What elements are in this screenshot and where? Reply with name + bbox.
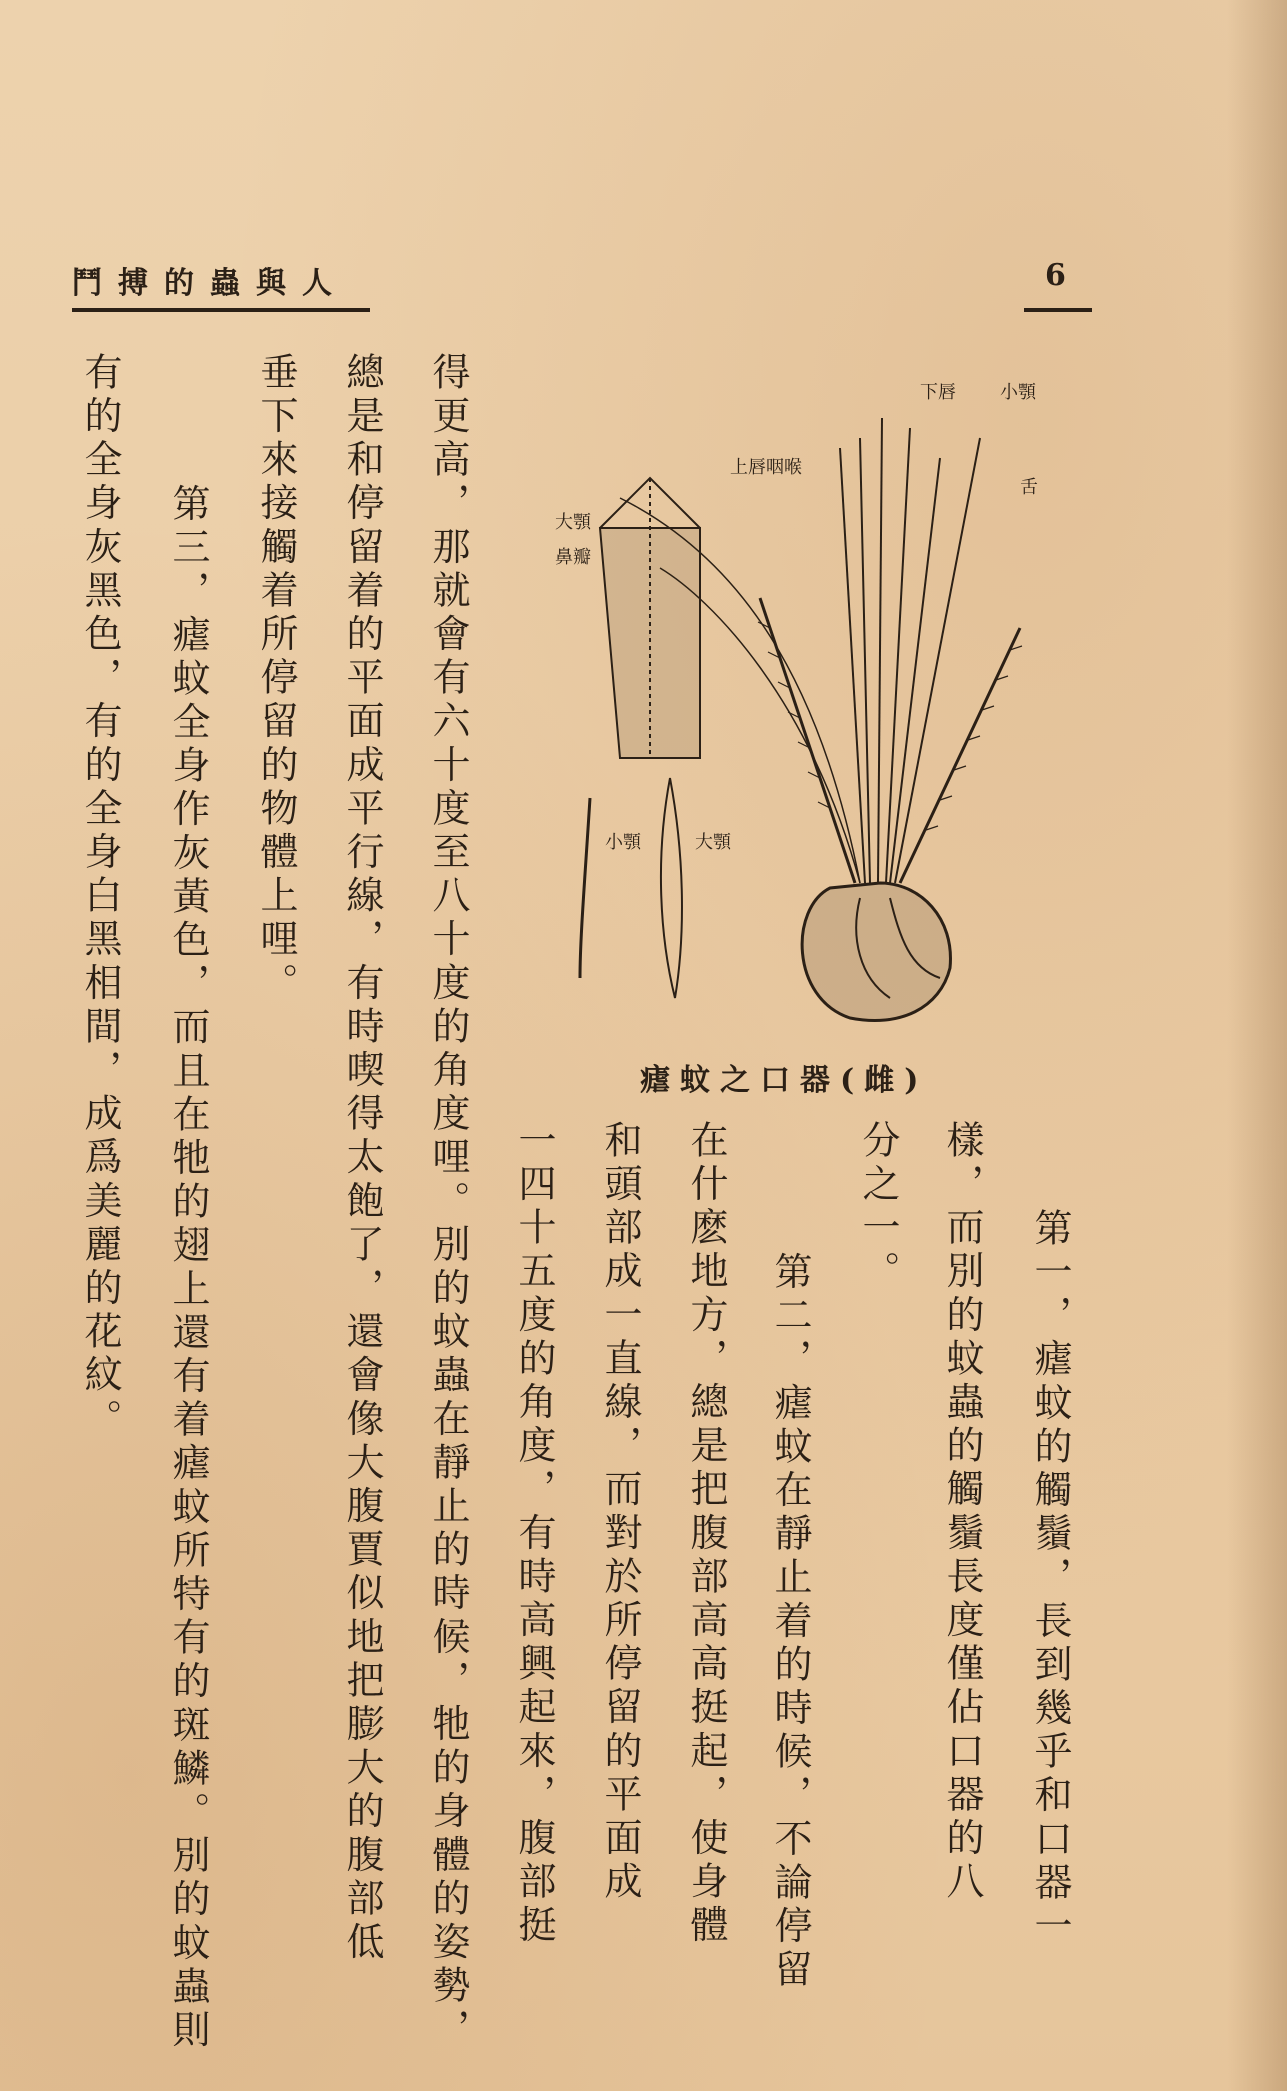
text-column-5: 在什麽地方，總是把腹部高高挺起，使身體 bbox=[684, 1120, 728, 1949]
text-column-11: 第三，瘧蚊全身作灰黃色，而且在牠的翅上還有着瘧蚊所特有的斑鱗。別的蚊蟲則 bbox=[166, 440, 210, 2054]
text-column-3: 分之一。 bbox=[856, 1120, 900, 1295]
text-column-10: 垂下來接觸着所停留的物體上哩。 bbox=[254, 352, 298, 1006]
page-number-rule bbox=[1024, 308, 1092, 312]
page-number: 6 bbox=[1045, 258, 1066, 293]
label-upper-lip-pharynx: 上唇咽喉 bbox=[730, 457, 802, 478]
label-mandible-top: 大顎 bbox=[555, 512, 591, 533]
label-nasal-lobe: 鼻瓣 bbox=[555, 547, 591, 568]
text-column-2: 樣，而別的蚊蟲的觸鬚長度僅佔口器的八 bbox=[940, 1120, 984, 1905]
label-tongue: 舌 bbox=[1020, 477, 1038, 498]
header-rule bbox=[72, 308, 370, 312]
text-column-8: 得更高，那就會有六十度至八十度的角度哩。別的蚊蟲在靜止的時候，牠的身體的姿勢， bbox=[426, 352, 470, 2053]
label-small-maxilla-top: 小顎 bbox=[1000, 382, 1036, 403]
text-column-12: 有的全身灰黑色，有的全身白黑相間，成爲美麗的花紋。 bbox=[78, 352, 122, 1442]
running-header-title: 鬥搏的蟲與人 bbox=[72, 266, 348, 301]
text-column-7: 一四十五度的角度，有時高興起來，腹部挺 bbox=[512, 1120, 556, 1949]
label-small-maxilla-bottom: 小顎 bbox=[605, 832, 641, 853]
text-column-9: 總是和停留着的平面成平行線，有時喫得太飽了，還會像大腹賈似地把膨大的腹部低 bbox=[340, 352, 384, 1966]
label-lower-lip: 下唇 bbox=[920, 382, 956, 403]
text-column-6: 和頭部成一直線，而對於所停留的平面成 bbox=[598, 1120, 642, 1905]
figure-caption: 瘧蚊之口器(雌) bbox=[640, 1063, 929, 1098]
label-mandible-bottom: 大顎 bbox=[695, 832, 731, 853]
text-column-1: 第一，瘧蚊的觸鬚，長到幾乎和口器一 bbox=[1028, 1208, 1072, 1950]
mosquito-mouthparts-illustration bbox=[555, 378, 1060, 1043]
text-column-4: 第二，瘧蚊在靜止着的時候，不論停留 bbox=[768, 1208, 812, 1993]
page-edge-shadow bbox=[1227, 0, 1287, 2091]
